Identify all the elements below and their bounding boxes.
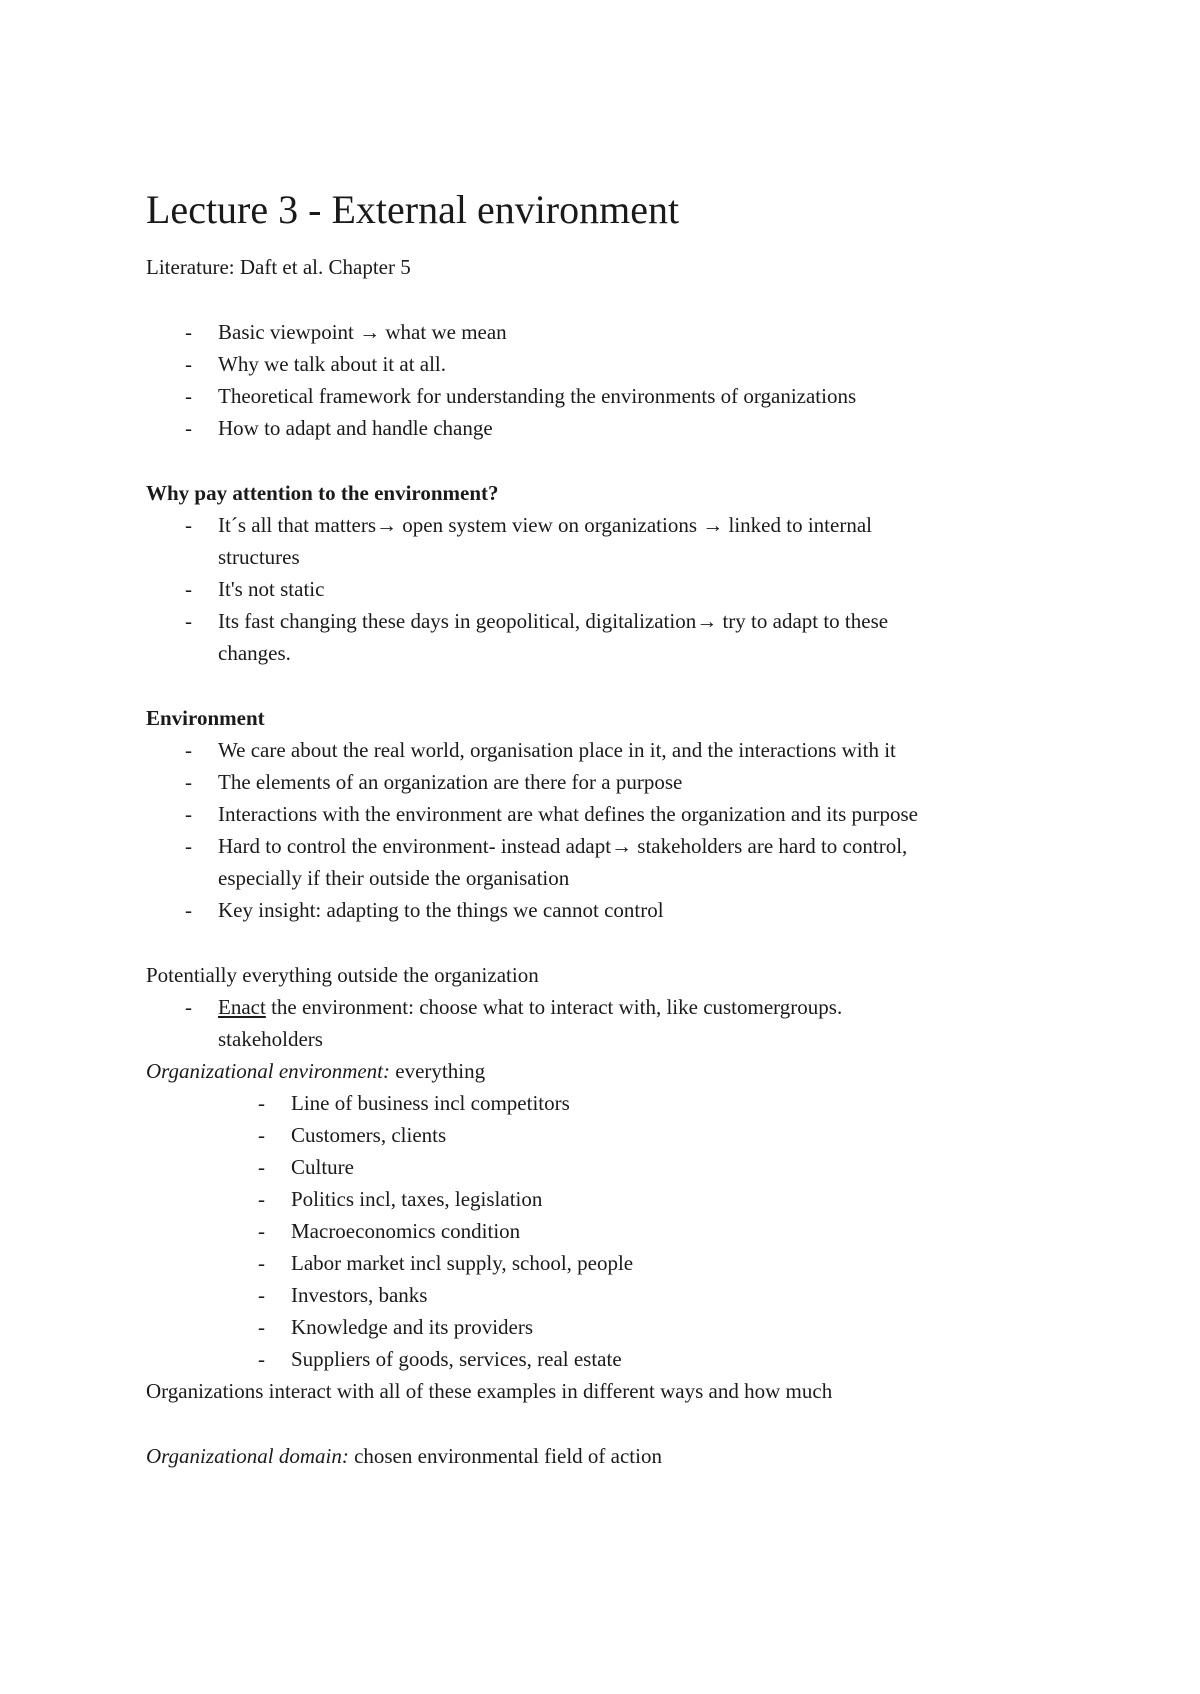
bullet-dash: - — [258, 1155, 265, 1179]
bullet-dash: - — [185, 320, 192, 344]
paragraph-potentially: Potentially everything outside the organization — [146, 963, 539, 987]
list-item-continued: structures — [218, 545, 300, 569]
bullet-dash: - — [185, 898, 192, 922]
org-environment-label: Organizational environment: — [146, 1059, 391, 1083]
bullet-dash: - — [185, 513, 192, 537]
list-item: Investors, banks — [291, 1283, 428, 1307]
bullet-dash: - — [258, 1091, 265, 1115]
bullet-dash: - — [258, 1251, 265, 1275]
bullet-dash: - — [258, 1347, 265, 1371]
list-item-continued: especially if their outside the organisation — [218, 866, 570, 890]
list-item: The elements of an organization are there for a purpose — [218, 770, 683, 794]
list-item: Knowledge and its providers — [291, 1315, 534, 1339]
bullet-dash: - — [258, 1283, 265, 1307]
bullet-dash: - — [185, 577, 192, 601]
list-item: Hard to control the environment- instead adapt→ stakeholders are hard to control, — [218, 834, 908, 858]
org-environment-line — [146, 1059, 485, 1083]
list-item: Interactions with the environment are what defines the organization and its purpose — [218, 802, 918, 826]
list-item: It´s all that matters→ open system view on organizations → linked to internal — [218, 513, 872, 537]
paragraph-interact: Organizations interact with all of these examples in different ways and how much — [146, 1379, 833, 1403]
bullet-dash: - — [185, 609, 192, 633]
org-domain-line — [146, 1444, 662, 1468]
section-heading-environment: Environment — [146, 706, 265, 730]
org-domain-rest: chosen environmental field of action — [348, 1444, 662, 1468]
enact-rest: the environment: choose what to interact with, like customergroups. — [265, 995, 843, 1019]
list-item-continued: changes. — [218, 641, 291, 665]
list-item: Its fast changing these days in geopolitical, digitalization→ try to adapt to these — [218, 609, 889, 633]
page-title: Lecture 3 - External environment — [146, 187, 680, 232]
literature-line: Literature: Daft et al. Chapter 5 — [146, 255, 411, 279]
bullet-dash: - — [185, 995, 192, 1019]
bullet-dash: - — [185, 352, 192, 376]
bullet-dash: - — [185, 802, 192, 826]
list-item: Labor market incl supply, school, people — [291, 1251, 634, 1275]
list-item: Politics incl, taxes, legislation — [291, 1187, 543, 1211]
bullet-dash: - — [185, 384, 192, 408]
list-item-continued: stakeholders — [218, 1027, 323, 1051]
bullet-dash: - — [185, 834, 192, 858]
list-item: Culture — [291, 1155, 354, 1179]
list-item: Theoretical framework for understanding the environments of organizations — [218, 384, 857, 408]
bullet-dash: - — [258, 1187, 265, 1211]
bullet-dash: - — [258, 1219, 265, 1243]
list-item: Customers, clients — [291, 1123, 447, 1147]
list-item: Key insight: adapting to the things we cannot control — [218, 898, 664, 922]
org-domain-label: Organizational domain: — [146, 1444, 349, 1468]
section-heading-why: Why pay attention to the environment? — [146, 481, 499, 505]
list-item: Suppliers of goods, services, real estate — [291, 1347, 622, 1371]
list-item: We care about the real world, organisation place in it, and the interactions with it — [218, 738, 896, 762]
list-item: It's not static — [218, 577, 325, 601]
list-item-enact — [218, 995, 842, 1019]
list-item: Why we talk about it at all. — [218, 352, 447, 376]
list-item: Line of business incl competitors — [291, 1091, 570, 1115]
org-environment-rest: everything — [390, 1059, 486, 1083]
bullet-dash: - — [258, 1123, 265, 1147]
list-item: Basic viewpoint → what we mean — [218, 320, 507, 344]
bullet-dash: - — [258, 1315, 265, 1339]
list-item: How to adapt and handle change — [218, 416, 493, 440]
bullet-dash: - — [185, 738, 192, 762]
bullet-dash: - — [185, 770, 192, 794]
list-item: Macroeconomics condition — [291, 1219, 521, 1243]
bullet-dash: - — [185, 416, 192, 440]
enact-term: Enact — [218, 995, 266, 1019]
